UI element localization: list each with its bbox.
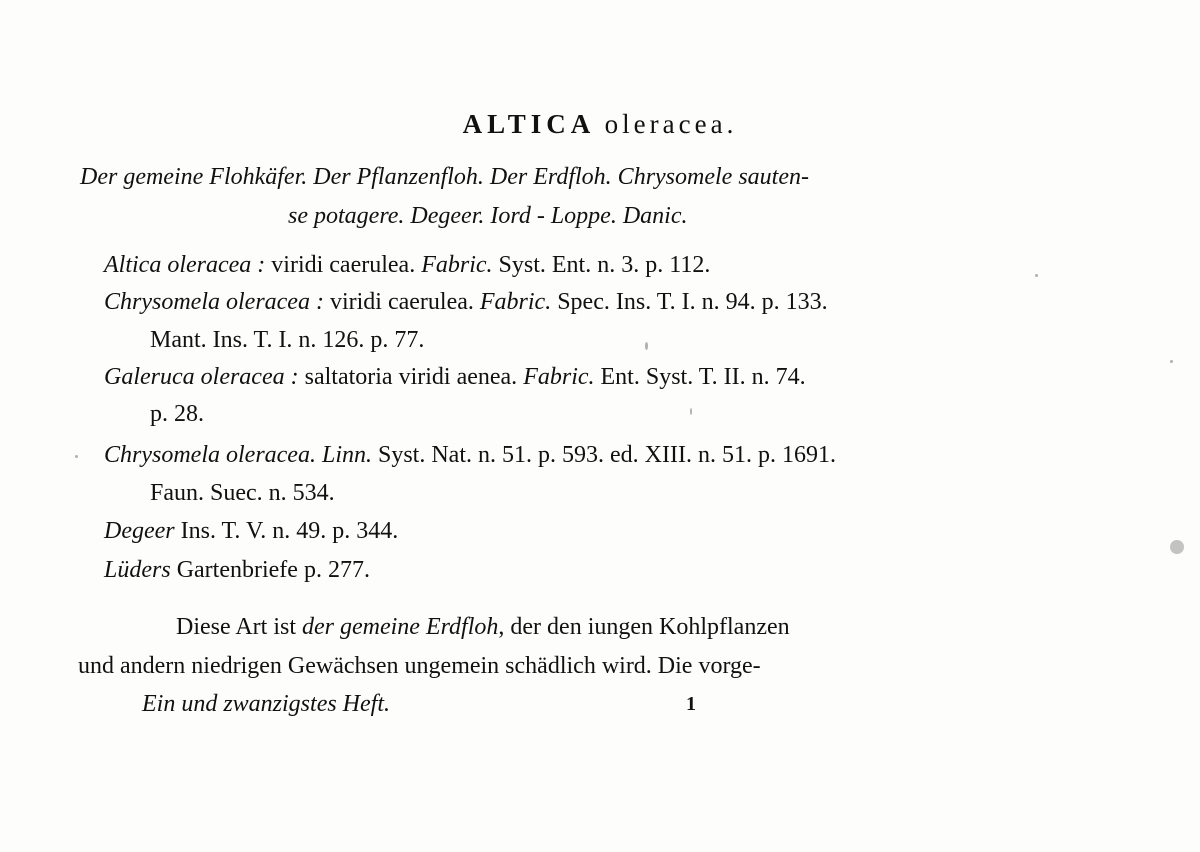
reference-author: Fabric.	[421, 252, 493, 278]
paper-speck	[1035, 274, 1038, 277]
reference-line	[150, 325, 424, 355]
reference-author: Galeruca oleracea :	[104, 364, 299, 390]
reference-line	[150, 399, 204, 429]
reference-line	[104, 555, 370, 585]
reference-line	[104, 516, 398, 546]
reference-text: Mant. Ins. T. I. n. 126. p. 77.	[150, 327, 425, 353]
body-paragraph-line-2: und andern niedrigen Gewächsen ungemein schädlich wird. Die vorge-	[78, 653, 761, 679]
reference-line	[104, 250, 710, 280]
reference-text: viridi caerulea.	[323, 289, 480, 315]
reference-author: Chrysomela oleracea.	[104, 442, 316, 468]
body-text: Diese Art ist	[176, 614, 302, 640]
reference-text: Ins. T. V. n. 49. p. 344.	[174, 518, 399, 544]
reference-line	[104, 287, 828, 317]
genus-name: ALTICA	[462, 109, 596, 139]
reference-author: Chrysomela oleracea :	[104, 289, 324, 315]
signature-text: Ein und zwanzigstes Heft.	[142, 691, 391, 717]
reference-line	[150, 478, 335, 508]
reference-author: Linn.	[321, 442, 372, 468]
reference-text: Faun. Suec. n. 534.	[150, 480, 335, 506]
reference-text: saltatoria viridi aenea.	[298, 364, 524, 390]
body-emphasis: der gemeine Erdfloh	[302, 614, 499, 640]
reference-text: Syst. Ent. n. 3. p. 112.	[492, 252, 711, 278]
reference-text: Syst. Nat. n. 51. p. 593. ed. XIII. n. 51. p. 1691.	[371, 442, 836, 468]
reference-text: Ent. Syst. T. II. n. 74.	[594, 364, 806, 390]
reference-text: p. 28.	[150, 401, 204, 427]
body-text: , der den iungen Kohlpflanzen	[498, 614, 790, 640]
reference-author: Degeer	[104, 518, 175, 544]
reference-text: Spec. Ins. T. I. n. 94. p. 133.	[551, 289, 828, 315]
common-names-line-2: se potagere. Degeer. Iord - Loppe. Danic.	[288, 203, 688, 229]
paper-speck	[690, 408, 692, 415]
paper-speck	[1170, 360, 1173, 363]
reference-author: Lüders	[104, 557, 171, 583]
species-name: oleracea.	[604, 109, 738, 139]
reference-author: Fabric.	[523, 364, 595, 390]
page-title	[0, 107, 1200, 141]
reference-text: Gartenbriefe p. 277.	[170, 557, 370, 583]
paper-speck	[645, 342, 648, 350]
common-names-line-1: Der gemeine Flohkäfer. Der Pflanzenfloh. Der Erdfloh. Chrysomele sauten-	[80, 164, 809, 190]
reference-author: Fabric.	[479, 289, 552, 315]
reference-line	[104, 362, 806, 392]
paper-speck	[75, 455, 78, 458]
paper-speck	[1170, 540, 1184, 554]
reference-text: viridi caerulea.	[265, 252, 422, 278]
reference-author: Altica oleracea :	[104, 252, 266, 278]
signature-mark: 1	[686, 693, 696, 715]
body-paragraph-line-1	[176, 612, 790, 642]
reference-line	[104, 440, 836, 470]
